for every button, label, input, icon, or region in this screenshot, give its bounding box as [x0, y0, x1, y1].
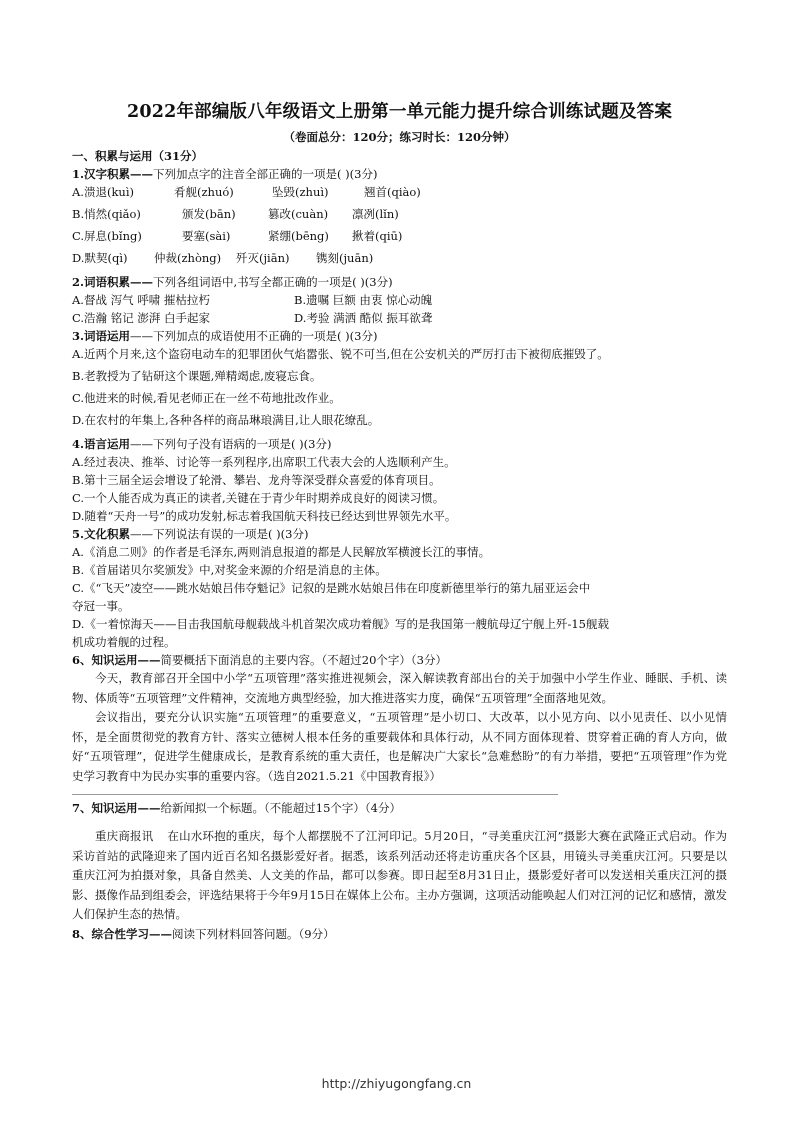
question-6-paragraph-1: 今天，教育部召开全国中小学“五项管理”落实推进视频会，深入解读教育部出台的关于加强中小学生作业、睡眠、手机、读物、体质等“五项管理”文件精神，交流地方典型经验，加大推进落实力度，确保“五项管理”全面落地见效。 [72, 671, 727, 705]
exam-page [72, 96, 727, 943]
question-3-option-b: B.老教授为了钻研这个课题,殚精竭虑,废寝忘食。 [72, 369, 322, 383]
question-4-stem: ——下列句子没有语病的一项是( )(3分) [130, 437, 332, 451]
question-6 [72, 651, 727, 669]
question-4-option-c: C.一个人能否成为真正的读者,关键在于青少年时期养成良好的阅读习惯。 [72, 491, 445, 505]
question-7-stem: 给新闻拟一个标题。（不能超过15个字）（4分） [160, 801, 401, 815]
question-8-stem: 阅读下列材料回答问题。（9分） [172, 926, 335, 941]
question-1-option-a: A.溃退(kuì) 肴舰(zhuó) 坠毁(zhuì) 翘首(qiào) [72, 185, 421, 199]
question-3-option-d: D.在农村的年集上,各种各样的商品琳琅满目,让人眼花缭乱。 [72, 413, 380, 427]
question-1-option-c: C.屏息(bǐng) 要塞(sài) 紧绷(bēng) 揪着(qiū) [72, 229, 403, 243]
news-source: 重庆商报讯 [95, 829, 154, 843]
question-2-options-ab: A.督战 泻气 呼啸 摧枯拉朽 B.遗嘱 巨额 由衷 惊心动魄 [72, 293, 433, 307]
question-3-label: 3.词语运用 [72, 329, 131, 343]
question-3-stem: ——下列加点的成语使用不正确的一项是( )(3分) [130, 329, 378, 343]
question-8 [72, 925, 727, 943]
question-2-stem: 下列各组词语中,书写全都正确的一项是( )(3分) [153, 275, 393, 289]
question-3 [72, 327, 727, 345]
question-4 [72, 435, 727, 453]
question-4-option-b: B.第十三届全运会增设了轮滑、攀岩、龙舟等深受群众喜爱的体育项目。 [72, 473, 441, 487]
question-3-option-a: A.近两个月来,这个盗窃电动车的犯罪团伙气焰嚣张、锐不可当,但在公安机关的严厉打击下被彻底摧毁了。 [72, 347, 609, 361]
question-4-option-a: A.经过表决、推举、讨论等一系列程序,出席职工代表大会的人选顺利产生。 [72, 455, 456, 469]
question-4-label: 4.语言运用 [72, 437, 131, 451]
question-5-option-a: A.《消息二则》的作者是毛泽东,两则消息报道的都是人民解放军横渡长江的事情。 [72, 545, 491, 559]
question-3-option-c: C.他进来的时候,看见老师正在一丝不苟地批改作业。 [72, 391, 341, 405]
question-4-option-d: D.随着“天舟一号”的成功发射,标志着我国航天科技已经达到世界领先水平。 [72, 509, 457, 523]
question-5 [72, 525, 727, 543]
question-6-paragraph-2: 会议指出，要充分认识实施“五项管理”的重要意义，“五项管理”是小切口、大改革，以小见方向、以小见责任、以小见情怀，是全面贯彻党的教育方针、落实立德树人根本任务的重要载体和具体行动，从不同方面体现着、贯穿着正确的育人方向，做好“五项管理”，促进学生健康成长，是教育系统的重大责任，也是解决广大家长“急难愁盼”的有力举措，要把“五项管理”作为党史学习教育中为民办实事的重要内容。（选自2021.5.21《中国教育报》） [72, 710, 727, 783]
question-5-option-d-line1: D.《一着惊海天——目击我国航母舰载战斗机首架次成功着舰》写的是我国第一艘航母辽宁舰上歼-15舰载 [72, 617, 609, 631]
question-7-label: 7、知识运用—— [72, 801, 161, 815]
question-2 [72, 273, 727, 291]
question-7-paragraph [72, 827, 727, 925]
question-1-label: 1.汉字积累—— [72, 167, 154, 181]
question-2-label: 2.词语积累—— [72, 275, 154, 289]
question-6-label: 6、知识运用—— [72, 653, 161, 667]
question-5-label: 5.文化积累 [72, 527, 131, 541]
footer-url[interactable]: http://zhiyugongfang.cn [321, 1076, 472, 1091]
question-5-option-c-line1: C.《“飞天”凌空——跳水姑娘吕伟夺魁记》记叙的是跳水姑娘吕伟在印度新德里举行的第九届亚运会中 [72, 581, 591, 595]
page-title: 2022年部编版八年级语文上册第一单元能力提升综合训练试题及答案 [126, 102, 673, 122]
page-subtitle: （卷面总分：120分；练习时长：120分钟） [283, 130, 516, 144]
question-1-stem: 下列加点字的注音全部正确的一项是( )(3分) [153, 167, 378, 181]
question-6-stem: 简要概括下面消息的主要内容。（不超过20个字）（3分） [160, 653, 447, 667]
question-1-option-d: D.默契(qì) 仲裁(zhòng) 歼灭(jiān) 镌刻(juān) [72, 251, 374, 265]
question-5-option-b: B.《首届诺贝尔奖颁发》中,对奖金来源的介绍是消息的主体。 [72, 563, 387, 577]
question-5-option-c-line2: 夺冠一事。 [72, 599, 130, 613]
question-5-stem: ——下列说法有误的一项是( )(3分) [130, 527, 309, 541]
question-5-option-d-line2: 机成功着舰的过程。 [72, 635, 176, 649]
question-2-options-cd: C.浩瀚 铭记 澎湃 白手起家 D.考验 满洒 酷似 振耳欲聋 [72, 311, 433, 325]
question-8-label: 8、综合性学习—— [72, 926, 173, 941]
section-heading: 一、积累与运用（31分） [72, 149, 204, 163]
question-1-option-b: B.悄然(qiǎo) 颁发(bān) 篡改(cuàn) 凛冽(lǐn) [72, 207, 399, 221]
question-7-text: 在山水环抱的重庆，每个人都摆脱不了江河印记。5月20日，“寻美重庆江河”摄影大赛在武隆正式启动。作为采访首站的武隆迎来了国内近百名知名摄影爱好者。据悉，该系列活动还将走访重庆各个区县，用镜头寻美重庆江河。只要是以重庆江河为拍摄对象，具备自然美、人文美的作品，都可以参赛。即日起至8月31日止，摄影爱好者可以发送相关重庆江河的摄影、摄像作品到组委会，评选结果将于今年9月15日在媒体上公布。主办方强调，这项活动能唤起人们对江河的记忆和感情，激发人们保护生态的热情。 [72, 829, 728, 921]
answer-line [72, 794, 558, 795]
question-7 [72, 799, 727, 817]
question-1 [72, 165, 727, 183]
